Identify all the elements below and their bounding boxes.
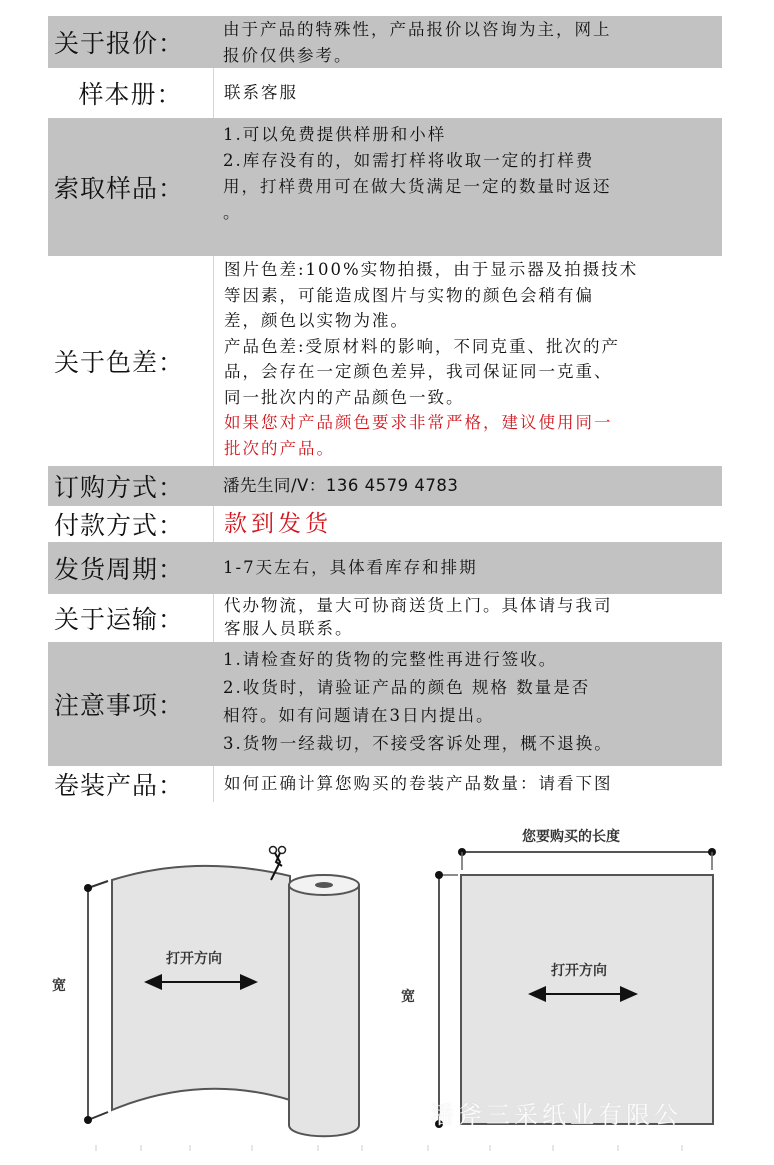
row-content <box>213 16 722 68</box>
left-width-label: 宽 <box>52 978 66 994</box>
text-line: 差，颜色以实物为准。 <box>224 311 409 330</box>
row-delivery-period <box>48 542 722 594</box>
unrolled-sheet <box>84 866 290 1124</box>
text-line: 图片色差:100%实物拍摄，由于显示器及拍摄技术 <box>224 260 639 279</box>
row-content <box>213 766 722 802</box>
row-content <box>213 594 722 642</box>
row-label: 注意事项： <box>54 691 185 720</box>
row-content <box>213 642 722 766</box>
row-payment <box>48 506 722 542</box>
row-color-difference <box>48 256 722 466</box>
text-line: 产品色差:受原材料的影响，不同克重、批次的产 <box>224 336 621 356</box>
text-line: 如何正确计算您购买的卷装产品数量：请看下图 <box>224 774 613 793</box>
row-label: 关于报价： <box>54 29 185 58</box>
text-line: 由于产品的特殊性，产品报价以咨询为主，网上 <box>223 20 612 39</box>
row-content <box>213 542 722 594</box>
length-label: 您要购买的长度 <box>522 829 620 845</box>
row-request-samples <box>48 118 722 256</box>
row-notes <box>48 642 722 766</box>
row-content <box>213 256 722 466</box>
text-line: 2.收货时，请验证产品的颜色 规格 数量是否 <box>223 678 591 697</box>
bottom-ticks <box>96 1145 682 1151</box>
info-table <box>48 16 722 802</box>
text-line: 报价仅供参考。 <box>223 46 353 65</box>
text-line: 3.货物一经裁切，不接受客诉处理，概不退换。 <box>223 734 613 753</box>
row-ordering <box>48 466 722 506</box>
text-line: 1.可以免费提供样册和小样 <box>223 125 447 144</box>
row-shipping <box>48 594 722 642</box>
row-roll-products <box>48 766 722 802</box>
text-line: 相符。如有问题请在3日内提出。 <box>223 706 495 725</box>
text-line: 等因素，可能造成图片与实物的颜色会稍有偏 <box>224 285 594 305</box>
row-label: 订购方式： <box>54 473 185 502</box>
text-line: 同一批次内的产品颜色一致。 <box>224 387 465 407</box>
row-label: 关于运输： <box>54 605 185 634</box>
row-label: 发货周期： <box>54 555 185 584</box>
warning-text: 如果您对产品颜色要求非常严格，建议使用同一 <box>224 413 613 432</box>
row-label: 卷装产品： <box>54 771 185 800</box>
text-line: 客服人员联系。 <box>224 619 354 638</box>
row-content <box>213 68 722 118</box>
text-line: 2.库存没有的，如需打样将收取一定的打样费 <box>223 151 595 170</box>
text-line: 品，会存在一定颜色差异，我司保证同一克重、 <box>224 362 613 381</box>
row-label: 关于色差： <box>54 348 185 377</box>
row-content <box>213 118 722 256</box>
row-label: 索取样品： <box>54 174 185 203</box>
row-content <box>213 466 722 506</box>
payment-method: 款到发货 <box>224 511 332 537</box>
text-line: 。 <box>223 203 242 222</box>
text-line: 代办物流，量大可协商送货上门。具体请与我司 <box>224 596 613 615</box>
text-line: 1-7天左右，具体看库存和排期 <box>223 558 478 577</box>
left-direction-label: 打开方向 <box>166 951 222 967</box>
text-line: 联系客服 <box>224 83 298 102</box>
row-label: 付款方式： <box>54 511 185 540</box>
right-width-label: 宽 <box>401 989 415 1005</box>
row-sample-book <box>48 68 722 118</box>
watermark: 潘斧三采纸业有限公 <box>430 1101 682 1129</box>
text-line: 1.请检查好的货物的完整性再进行签收。 <box>223 650 558 669</box>
text-line: 用，打样费用可在做大货满足一定的数量时返还 <box>223 177 612 196</box>
row-content <box>213 506 722 542</box>
row-pricing <box>48 16 722 68</box>
right-direction-label: 打开方向 <box>551 963 607 979</box>
paper-roll <box>289 875 359 1136</box>
contact-phone: 潘先生同/V：136 4579 4783 <box>223 476 459 495</box>
row-label: 样本册： <box>78 80 183 109</box>
warning-text: 批次的产品。 <box>224 438 335 458</box>
flat-sheet <box>435 848 716 1128</box>
